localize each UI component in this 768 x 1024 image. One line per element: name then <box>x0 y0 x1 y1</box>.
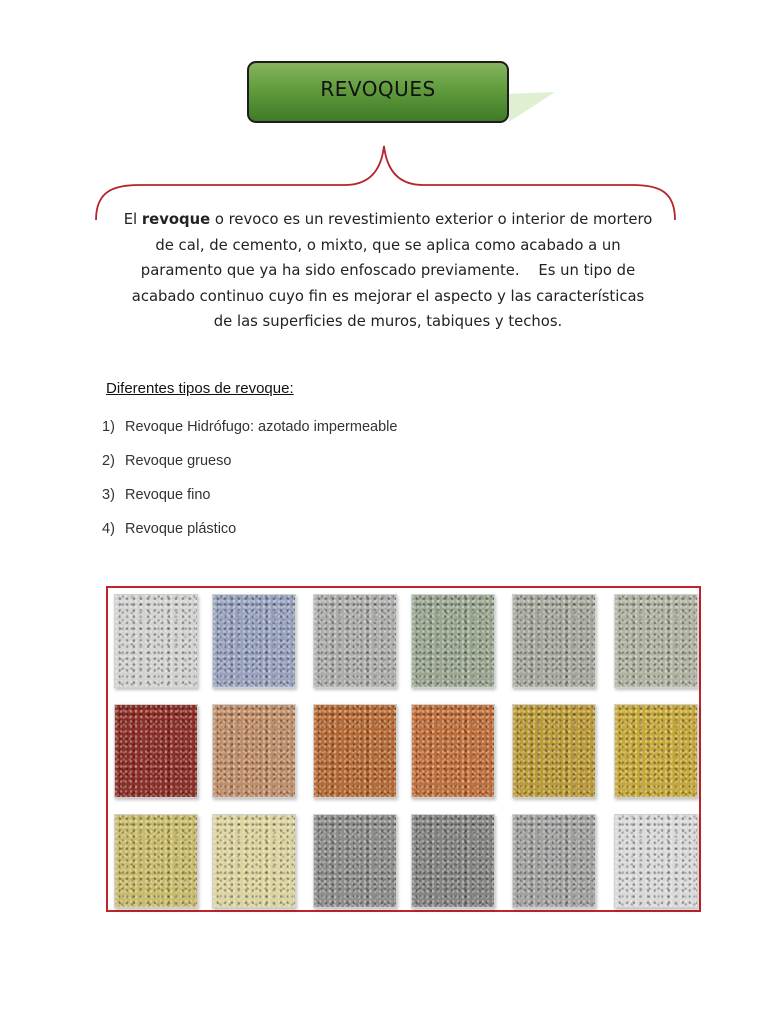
texture-swatch <box>411 594 495 688</box>
texture-swatch <box>411 704 495 798</box>
types-list <box>102 415 397 551</box>
texture-swatch <box>114 814 198 908</box>
texture-swatch <box>114 594 198 688</box>
texture-swatch <box>212 704 296 798</box>
texture-swatch <box>614 594 698 688</box>
texture-swatch <box>313 704 397 798</box>
list-item: 3) Revoque fino <box>102 487 211 503</box>
texture-swatch <box>114 704 198 798</box>
description-line-1: El revoque o revoco es un revestimiento exterior o interior de mortero <box>123 211 653 228</box>
revoque-term: revoque <box>141 211 211 228</box>
curly-brace-decoration <box>0 0 768 240</box>
texture-swatch <box>614 814 698 908</box>
list-item: 1) Revoque Hidrófugo: azotado impermeable <box>102 419 398 435</box>
list-item: 4) Revoque plástico <box>102 521 237 537</box>
list-item: 2) Revoque grueso <box>102 453 232 469</box>
texture-swatch <box>512 594 596 688</box>
description-line-3: paramento que ya ha sido enfoscado previamente. Es un tipo de <box>140 262 636 280</box>
description-line-5: de las superficies de muros, tabiques y techos. <box>213 313 563 331</box>
texture-swatch <box>212 814 296 908</box>
description-line-4: acabado continuo cuyo fin es mejorar el aspecto y las características <box>131 287 645 305</box>
description-line-2: de cal, de cemento, o mixto, que se aplica como acabado a un <box>155 236 621 254</box>
description-paragraph <box>92 207 684 335</box>
types-heading: Diferentes tipos de revoque: <box>106 380 294 397</box>
texture-swatch <box>614 704 698 798</box>
texture-swatch <box>313 814 397 908</box>
texture-swatch <box>313 594 397 688</box>
texture-swatch <box>512 704 596 798</box>
texture-swatch <box>411 814 495 908</box>
texture-swatch <box>212 594 296 688</box>
texture-swatch-panel <box>106 586 701 912</box>
texture-swatch <box>512 814 596 908</box>
page-title: REVOQUES <box>320 77 436 101</box>
